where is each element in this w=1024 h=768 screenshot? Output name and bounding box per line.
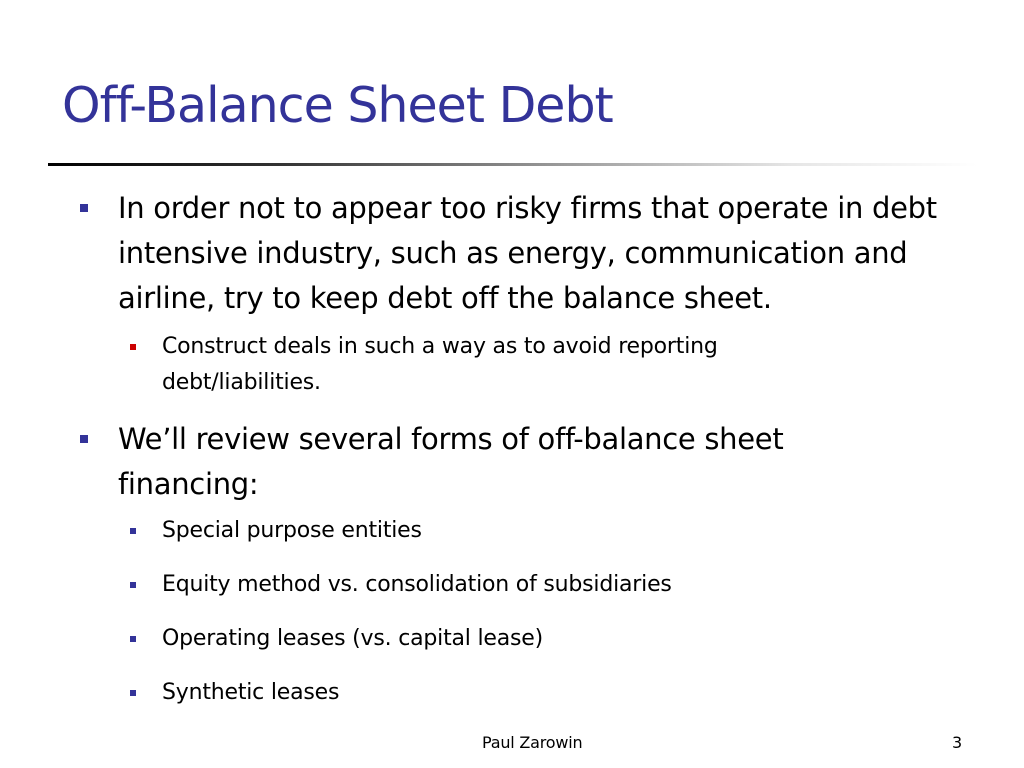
slide-content [80,186,980,729]
bullet-text: We’ll review several forms of off-balance sheet financing: [118,422,784,501]
footer-author: Paul Zarowin [482,733,583,752]
square-bullet-icon [130,636,136,642]
sub-bullet-text: Special purpose entities [162,518,422,543]
title-divider [48,163,978,166]
page-number: 3 [952,733,963,752]
square-bullet-icon [130,528,136,534]
square-bullet-icon [80,204,88,212]
square-bullet-icon [130,582,136,588]
sub-bullet-item [80,567,980,603]
bullet-text: In order not to appear too risky firms that operate in debt intensive industry, such as energy, communication and airline, try to keep debt off the balance sheet. [118,191,937,315]
slide-title: Off-Balance Sheet Debt [62,77,613,134]
bullet-item [80,186,988,321]
sub-bullet-text: Operating leases (vs. capital lease) [162,626,543,651]
square-bullet-icon [130,344,136,350]
sub-bullet-text: Construct deals in such a way as to avoid reporting debt/liabilities. [162,334,718,395]
sub-bullet-text: Synthetic leases [162,680,340,705]
bullet-item [80,417,838,507]
sub-bullet-item [80,513,980,549]
sub-bullet-item [80,675,980,711]
sub-bullet-item [80,329,852,401]
sub-bullet-text: Equity method vs. consolidation of subsidiaries [162,572,672,597]
square-bullet-icon [130,690,136,696]
square-bullet-icon [80,435,88,443]
sub-bullet-item [80,621,980,657]
